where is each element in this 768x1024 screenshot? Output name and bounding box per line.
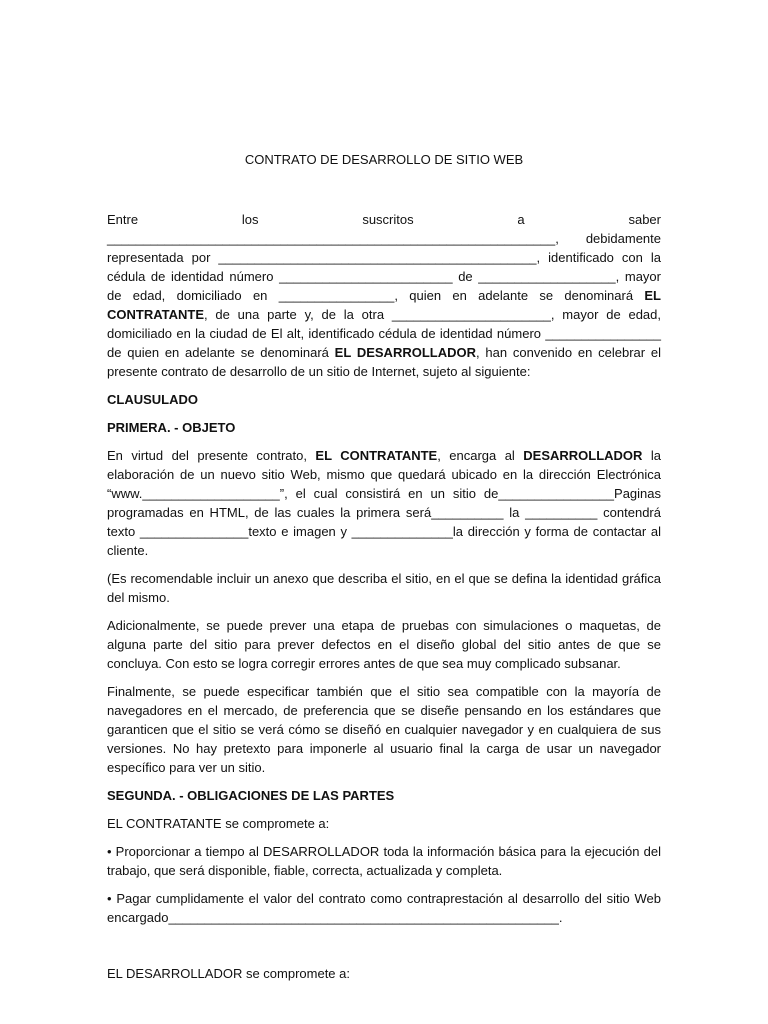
clausulado-heading: CLAUSULADO bbox=[107, 392, 198, 407]
primera-paragraph: En virtud del presente contrato, EL CONTRATANTE, encarga al DESARROLLADOR la elaboración de un nuevo sitio Web, mismo que quedará ubicado en la dirección Electrónica “www.___________________”, el cual consistirá en un sitio de________________Paginas programadas en HTML, de las cuales la primera será__________ la __________ contendrá texto _______________texto e imagen y ______________la dirección y forma de contactar al cliente. bbox=[107, 448, 661, 558]
obligation-bullet-2: • Pagar cumplidamente el valor del contrato como contraprestación al desarrollo del sitio Web encargado______________________________________________________. bbox=[107, 891, 661, 925]
document-body bbox=[107, 210, 661, 992]
adicional-paragraph: Adicionalmente, se puede prever una etapa de pruebas con simulaciones o maquetas, de alguna parte del sitio para prever defectos en el diseño global del sitio antes de que se concluya. Con esto se logra corregir errores antes de que sea muy complicado subsanar. bbox=[107, 618, 661, 671]
obligation-bullet-1: • Proporcionar a tiempo al DESARROLLADOR toda la información básica para la ejecución del trabajo, que será disponible, fiable, correcta, actualizada y completa. bbox=[107, 844, 661, 878]
contratante-term: EL CONTRATANTE bbox=[315, 448, 438, 463]
contratante-obligations-label: EL CONTRATANTE se compromete a: bbox=[107, 816, 330, 831]
desarrollador-obligations-label: EL DESARROLLADOR se compromete a: bbox=[107, 966, 350, 981]
segunda-heading: SEGUNDA. - OBLIGACIONES DE LAS PARTES bbox=[107, 788, 395, 803]
contratante-term: EL CONTRATANTE bbox=[107, 288, 661, 322]
desarrollador-term: EL DESARROLLADOR bbox=[334, 345, 476, 360]
document-title: CONTRATO DE DESARROLLO DE SITIO WEB bbox=[244, 152, 524, 167]
spacer bbox=[107, 936, 661, 964]
note-paragraph: (Es recomendable incluir un anexo que describa el sitio, en el que se defina la identidad gráfica del mismo. bbox=[107, 571, 661, 605]
primera-heading: PRIMERA. - OBJETO bbox=[107, 420, 236, 435]
finalmente-paragraph: Finalmente, se puede especificar también que el sitio sea compatible con la mayoría de navegadores en el mercado, de preferencia que se diseñe pensando en los estándares que garanticen que el sitio se verá cómo se diseñó en cualquier navegador y en cualquiera de sus versiones. No hay pretexto para imponerle al usuario final la carga de usar un navegador específico para ver un sitio. bbox=[107, 684, 661, 775]
intro-paragraph: Entre los suscritos a saber ______________________________________________________________, debidamente representada por ____________________________________________, identificado con la cédula de identidad número ________________________ de ___________________, mayor de edad, domiciliado en ________________, quien en adelante se denominará EL CONTRATANTE, de una parte y, de la otra ______________________, mayor de edad, domiciliado en la ciudad de El alt, identificado cédula de identidad número ________________ de quien en adelante se denominará EL DESARROLLADOR, han convenido en celebrar el presente contrato de desarrollo de un sitio de Internet, sujeto al siguiente: bbox=[107, 212, 662, 379]
desarrollador-term: DESARROLLADOR bbox=[523, 448, 643, 463]
